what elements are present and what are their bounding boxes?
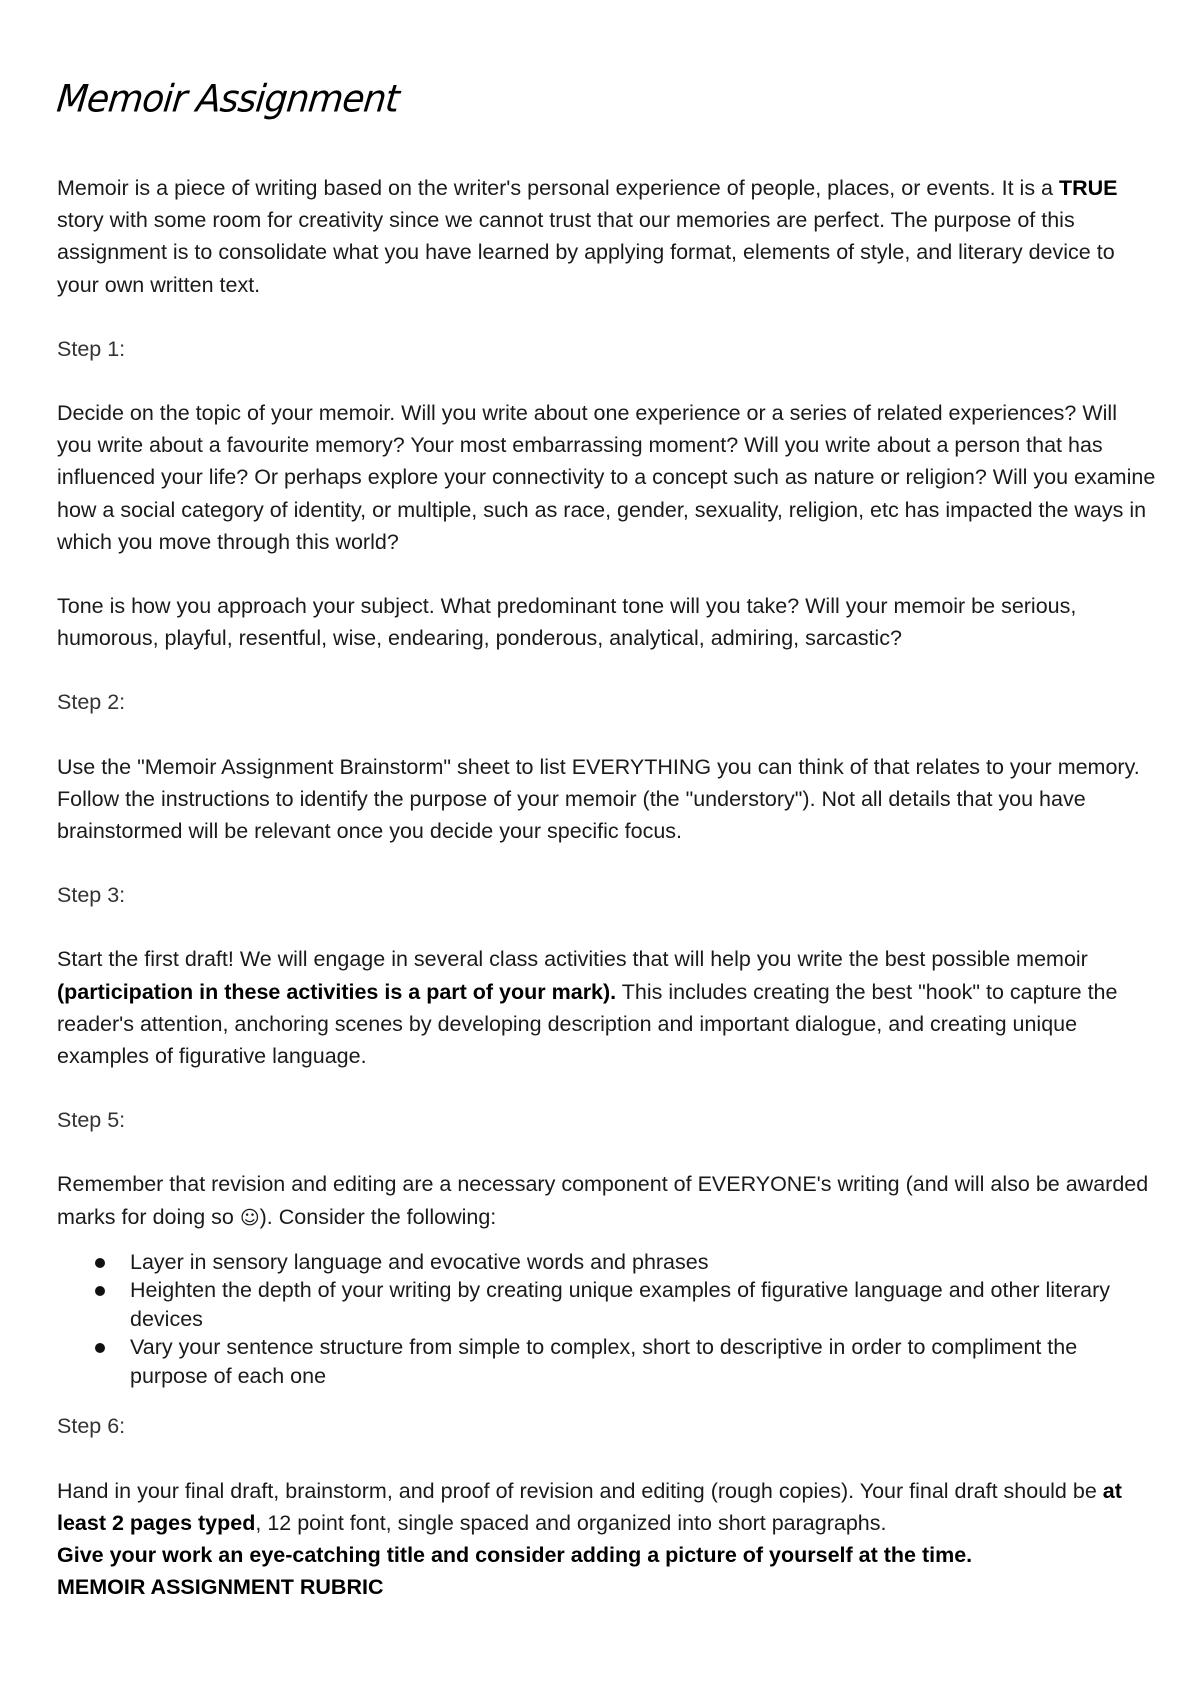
step-5-paragraph <box>57 1168 1157 1233</box>
rubric-heading-text: MEMOIR ASSIGNMENT RUBRIC <box>57 1575 384 1600</box>
step-1-tone-paragraph: Tone is how you approach your subject. What predominant tone will you take? Will your memoir be serious, humorous, playful, resentful, wise, endearing, ponderous, analytical, admiring, sarcastic? <box>57 594 1077 651</box>
bullet-icon <box>95 1258 105 1268</box>
list-item-text: Vary your sentence structure from simple to complex, short to descriptive in order to compliment the purpose of each one <box>130 1335 1078 1388</box>
intro-bold-true: TRUE <box>1058 176 1118 200</box>
intro-text-1: Memoir is a piece of writing based on the writer's personal experience of people, places, or events. It is a <box>57 176 1059 200</box>
spacer <box>57 911 1157 943</box>
step-5-text-2: ). Consider the following: <box>259 1204 497 1229</box>
step-2-paragraph: Use the "Memoir Assignment Brainstorm" sheet to list EVERYTHING you can think of that relates to your memory. Follow the instructions to identify the purpose of your memoir (the "understory"). Not all details that you have brainstormed will be relevant once you decide your specific focus. <box>57 754 1140 844</box>
intro-paragraph <box>57 172 1157 301</box>
list-item <box>57 1333 1157 1390</box>
step-6-text-2: , 12 point font, single spaced and organized into short paragraphs. <box>255 1510 887 1535</box>
step-5-text-1: Remember that revision and editing are a necessary component of EVERYONE's writing (and will also be awarded marks for doing so <box>57 1172 1149 1229</box>
list-item-text: Heighten the depth of your writing by creating unique examples of figurative language and other literary devices <box>130 1278 1111 1331</box>
step-6-text-1: Hand in your final draft, brainstorm, and proof of revision and editing (rough copies). Your final draft should be <box>57 1478 1103 1503</box>
bullet-icon <box>95 1286 105 1296</box>
smiley-icon: ☺ <box>239 1206 260 1229</box>
spacer <box>57 1136 1157 1168</box>
step-3-text-1: Start the first draft! We will engage in several class activities that will help you write the best possible memoir <box>57 947 1088 972</box>
intro-text-2: story with some room for creativity since we cannot trust that our memories are perfect. The purpose of this assignment is to consolidate what you have learned by applying format, elements of style, and literary device to your own written text. <box>57 208 1115 297</box>
bullet-icon <box>95 1343 105 1353</box>
spacer <box>57 301 1157 333</box>
step-6-label: Step 6: <box>57 1414 126 1439</box>
list-item <box>57 1248 1157 1277</box>
spacer <box>57 654 1157 686</box>
spacer <box>57 1390 1157 1410</box>
step-5-label: Step 5: <box>57 1108 126 1133</box>
document-content <box>54 70 1157 1603</box>
list-item-text: Layer in sensory language and evocative words and phrases <box>130 1249 709 1274</box>
step-3-text-2: This includes creating the best "hook" to capture the reader's attention, anchoring scenes by developing description and important dialogue, and creating unique examples of figurative language. <box>57 979 1118 1069</box>
revision-bullet-list <box>57 1248 1157 1391</box>
step-3-paragraph <box>57 943 1157 1072</box>
spacer <box>57 847 1157 879</box>
spacer <box>57 558 1157 590</box>
step-3-bold-participation: (participation in these activities is a part of your mark). <box>57 979 617 1004</box>
step-1-topic-paragraph: Decide on the topic of your memoir. Will you write about one experience or a series of related experiences? Will you write about a favourite memory? Your most embarrassing moment? Will you write about a person that has influenced your life? Or perhaps explore your connectivity to a concept such as nature or religion? Will you examine how a social category of identity, or multiple, such as race, gender, sexuality, religion, etc has impacted the ways in which you move through this world? <box>57 401 1156 554</box>
spacer <box>57 719 1157 751</box>
step-2-label: Step 2: <box>57 690 126 715</box>
step-1-label: Step 1: <box>57 336 126 361</box>
spacer <box>57 1072 1157 1104</box>
step-6-bold-title: Give your work an eye-catching title and consider adding a picture of yourself at the time. <box>57 1542 973 1567</box>
step-3-label: Step 3: <box>57 883 126 908</box>
step-6-title-instruction <box>57 1539 1157 1571</box>
spacer <box>57 365 1157 397</box>
rubric-heading <box>57 1571 1157 1603</box>
step-6-bold-pages: at least 2 pages typed <box>57 1478 1122 1535</box>
spacer <box>57 1443 1157 1475</box>
list-item <box>57 1276 1157 1333</box>
step-6-paragraph <box>57 1475 1157 1539</box>
document-title: Memoir Assignment <box>54 77 401 121</box>
